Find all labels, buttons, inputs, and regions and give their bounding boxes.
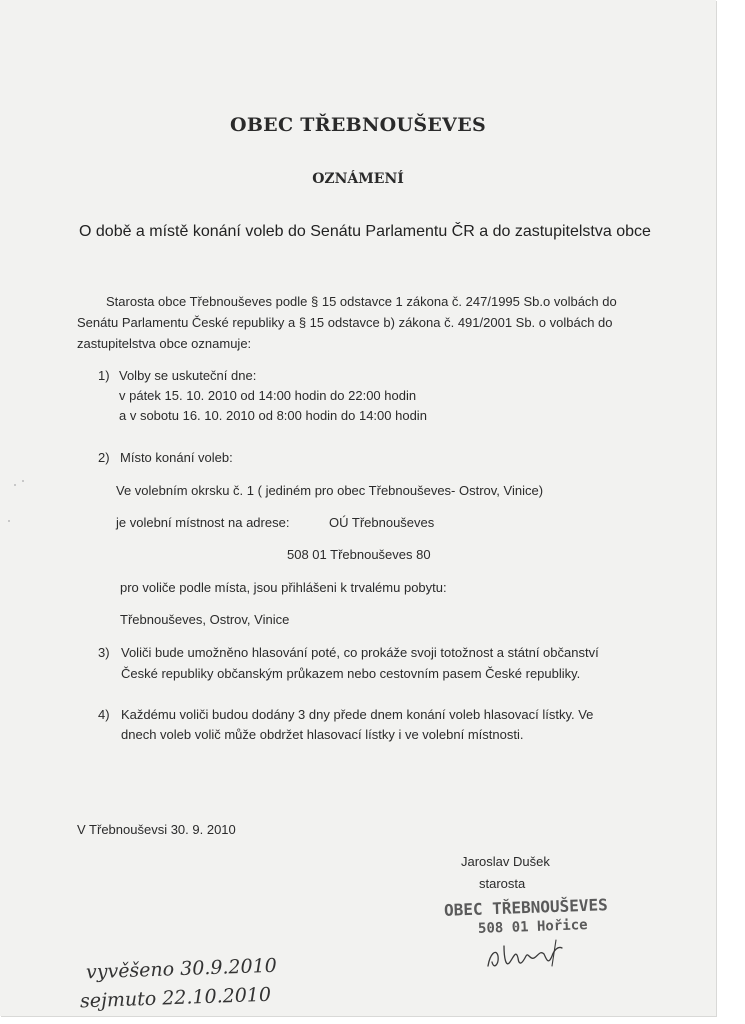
item-4-line-2: dnech voleb volič může obdržet hlasovací lístky i ve volební místnosti. bbox=[121, 727, 524, 742]
scan-speck bbox=[14, 484, 16, 486]
item-3-number: 3) bbox=[98, 645, 110, 660]
scan-speck bbox=[8, 520, 10, 522]
item-4-line-1: Každému voliči budou dodány 3 dny přede dnem konání voleb hlasovací lístky. Ve bbox=[121, 707, 594, 722]
item-2-address-value: OÚ Třebnouševes bbox=[329, 515, 435, 530]
intro-line-1: Starosta obce Třebnouševes podle § 15 odstavce 1 zákona č. 247/1995 Sb.o volbách do bbox=[106, 294, 617, 309]
item-2-address-label: je volební místnost na adrese: bbox=[116, 515, 290, 530]
official-stamp-line-2: 508 01 Hořice bbox=[477, 917, 588, 937]
signatory-role: starosta bbox=[479, 876, 526, 891]
item-1-line-3: a v sobotu 16. 10. 2010 od 8:00 hodin do 14:00 hodin bbox=[119, 408, 427, 423]
handwritten-posted-note: vyvěšeno 30.9.2010 bbox=[85, 954, 278, 984]
official-stamp-line-1: OBEC TŘEBNOUŠEVES bbox=[443, 895, 609, 920]
handwritten-signature bbox=[482, 936, 572, 976]
item-4-number: 4) bbox=[98, 707, 110, 722]
item-3-line-2: České republiky občanským průkazem nebo cestovním pasem České republiky. bbox=[121, 666, 581, 681]
item-2-line-6: Třebnouševes, Ostrov, Vinice bbox=[120, 612, 290, 627]
signatory-name: Jaroslav Dušek bbox=[461, 854, 550, 869]
document-heading: O době a místě konání voleb do Senátu Parlamentu ČR a do zastupitelstva obce bbox=[79, 223, 651, 240]
place-and-date: V Třebnouševsi 30. 9. 2010 bbox=[77, 822, 236, 837]
scan-speck bbox=[22, 480, 24, 482]
item-2-number: 2) bbox=[98, 450, 110, 465]
item-3-line-1: Voliči bude umožněno hlasování poté, co prokáže svoji totožnost a státní občanství bbox=[121, 645, 599, 660]
document-subtitle: OZNÁMENÍ bbox=[312, 171, 404, 187]
item-2-line-1: Místo konání voleb: bbox=[120, 450, 233, 465]
item-2-line-2: Ve volebním okrsku č. 1 ( jediném pro obec Třebnouševes- Ostrov, Vinice) bbox=[116, 483, 544, 498]
intro-line-2: Senátu Parlamentu České republiky a § 15 odstavce b) zákona č. 491/2001 Sb. o volbách do bbox=[77, 315, 613, 330]
item-1-line-1: Volby se uskuteční dne: bbox=[119, 368, 257, 383]
intro-line-3: zastupitelstva obce oznamuje: bbox=[77, 336, 252, 351]
item-1-line-2: v pátek 15. 10. 2010 od 14:00 hodin do 22:00 hodin bbox=[119, 388, 417, 403]
item-2-line-5: pro voliče podle místa, jsou přihlášeni k trvalému pobytu: bbox=[120, 580, 447, 595]
item-1-number: 1) bbox=[98, 368, 110, 383]
item-2-postal-address: 508 01 Třebnouševes 80 bbox=[287, 547, 431, 562]
document-title: OBEC TŘEBNOUŠEVES bbox=[229, 114, 487, 136]
handwritten-removed-note: sejmuto 22.10.2010 bbox=[79, 983, 272, 1013]
